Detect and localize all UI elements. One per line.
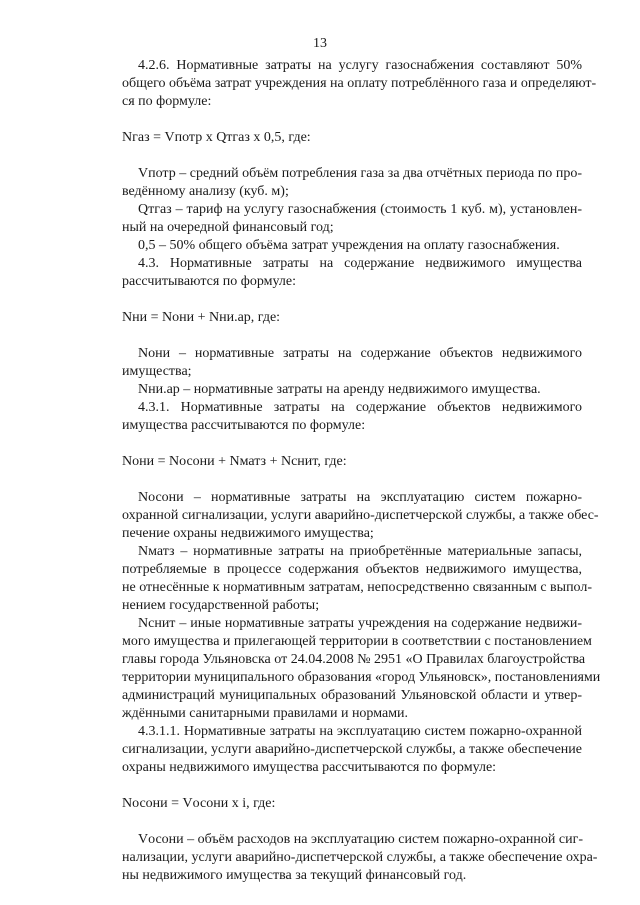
text-line: Nони = Nосони + Nматз + Nснит, где:	[122, 454, 347, 469]
text-line: потребляемые в процессе содержания объектов недвижимого имущества,	[122, 562, 582, 577]
text-line: территории муниципального образования «город Ульяновск», постановлениями	[122, 670, 601, 685]
text-line: главы города Ульяновска от 24.04.2008 № 2951 «О Правилах благоустройства	[122, 652, 586, 667]
text-line: Vосони – объём расходов на эксплуатацию систем пожарно-охранной сиг-	[138, 832, 584, 847]
text-line: 4.2.6. Нормативные затраты на услугу газоснабжения составляют 50%	[138, 58, 582, 73]
text-line: охраны недвижимого имущества рассчитываются по формуле:	[122, 760, 497, 775]
text-line: нализации, услуги аварийно-диспетчерской службы, а также обеспечение охра-	[122, 850, 598, 865]
text-line: 4.3. Нормативные затраты на содержание недвижимого имущества	[138, 256, 582, 271]
text-line: Nснит – иные нормативные затраты учреждения на содержание недвижи-	[138, 616, 582, 631]
text-line: не отнесённые к нормативным затратам, непосредственно связанным с выпол-	[122, 580, 593, 595]
text-line: Qтгаз – тариф на услугу газоснабжения (стоимость 1 куб. м), установлен-	[138, 202, 582, 217]
text-line: Nгаз = Vпотр x Qтгаз x 0,5, где:	[122, 130, 311, 145]
text-line: нением государственной работы;	[122, 598, 320, 613]
text-line: ся по формуле:	[122, 94, 212, 109]
text-line: Nни.ар – нормативные затраты на аренду недвижимого имущества.	[138, 382, 541, 397]
text-line: администраций муниципальных образований Ульяновской области и утвер-	[122, 688, 582, 703]
text-line: ны недвижимого имущества за текущий финансовый год.	[122, 868, 467, 883]
text-line: 4.3.1.1. Нормативные затраты на эксплуатацию систем пожарно-охранной	[138, 724, 582, 739]
text-line: имущества рассчитываются по формуле:	[122, 418, 366, 433]
text-line: Nони – нормативные затраты на содержание объектов недвижимого	[138, 346, 582, 361]
text-line: имущества;	[122, 364, 192, 379]
text-line: рассчитываются по формуле:	[122, 274, 296, 289]
page-number: 13	[313, 36, 327, 51]
text-line: сигнализации, услуги аварийно-диспетчерской службы, а также обеспечение	[122, 742, 582, 757]
text-line: ный на очередной финансовый год;	[122, 220, 334, 235]
text-line: Nосони = Vосони x i, где:	[122, 796, 276, 811]
text-line: мого имущества и прилегающей территории в соответствии с постановлением	[122, 634, 592, 649]
text-line: Nматз – нормативные затраты на приобретённые материальные запасы,	[138, 544, 582, 559]
text-line: 4.3.1. Нормативные затраты на содержание объектов недвижимого	[138, 400, 582, 415]
text-line: Vпотр – средний объём потребления газа за два отчётных периода по про-	[138, 166, 582, 181]
text-line: ждёнными санитарными правилами и нормами.	[122, 706, 409, 721]
text-line: ведённому анализу (куб. м);	[122, 184, 289, 199]
text-line: 0,5 – 50% общего объёма затрат учреждения на оплату газоснабжения.	[138, 238, 560, 253]
text-line: общего объёма затрат учреждения на оплату потреблённого газа и определяют-	[122, 76, 597, 91]
text-line: охранной сигнализации, услуги аварийно-диспетчерской службы, а также обес-	[122, 508, 599, 523]
text-line: Nни = Nони + Nни.ар, где:	[122, 310, 281, 325]
text-line: печение охраны недвижимого имущества;	[122, 526, 374, 541]
text-line: Nосони – нормативные затраты на эксплуатацию систем пожарно-	[138, 490, 582, 505]
